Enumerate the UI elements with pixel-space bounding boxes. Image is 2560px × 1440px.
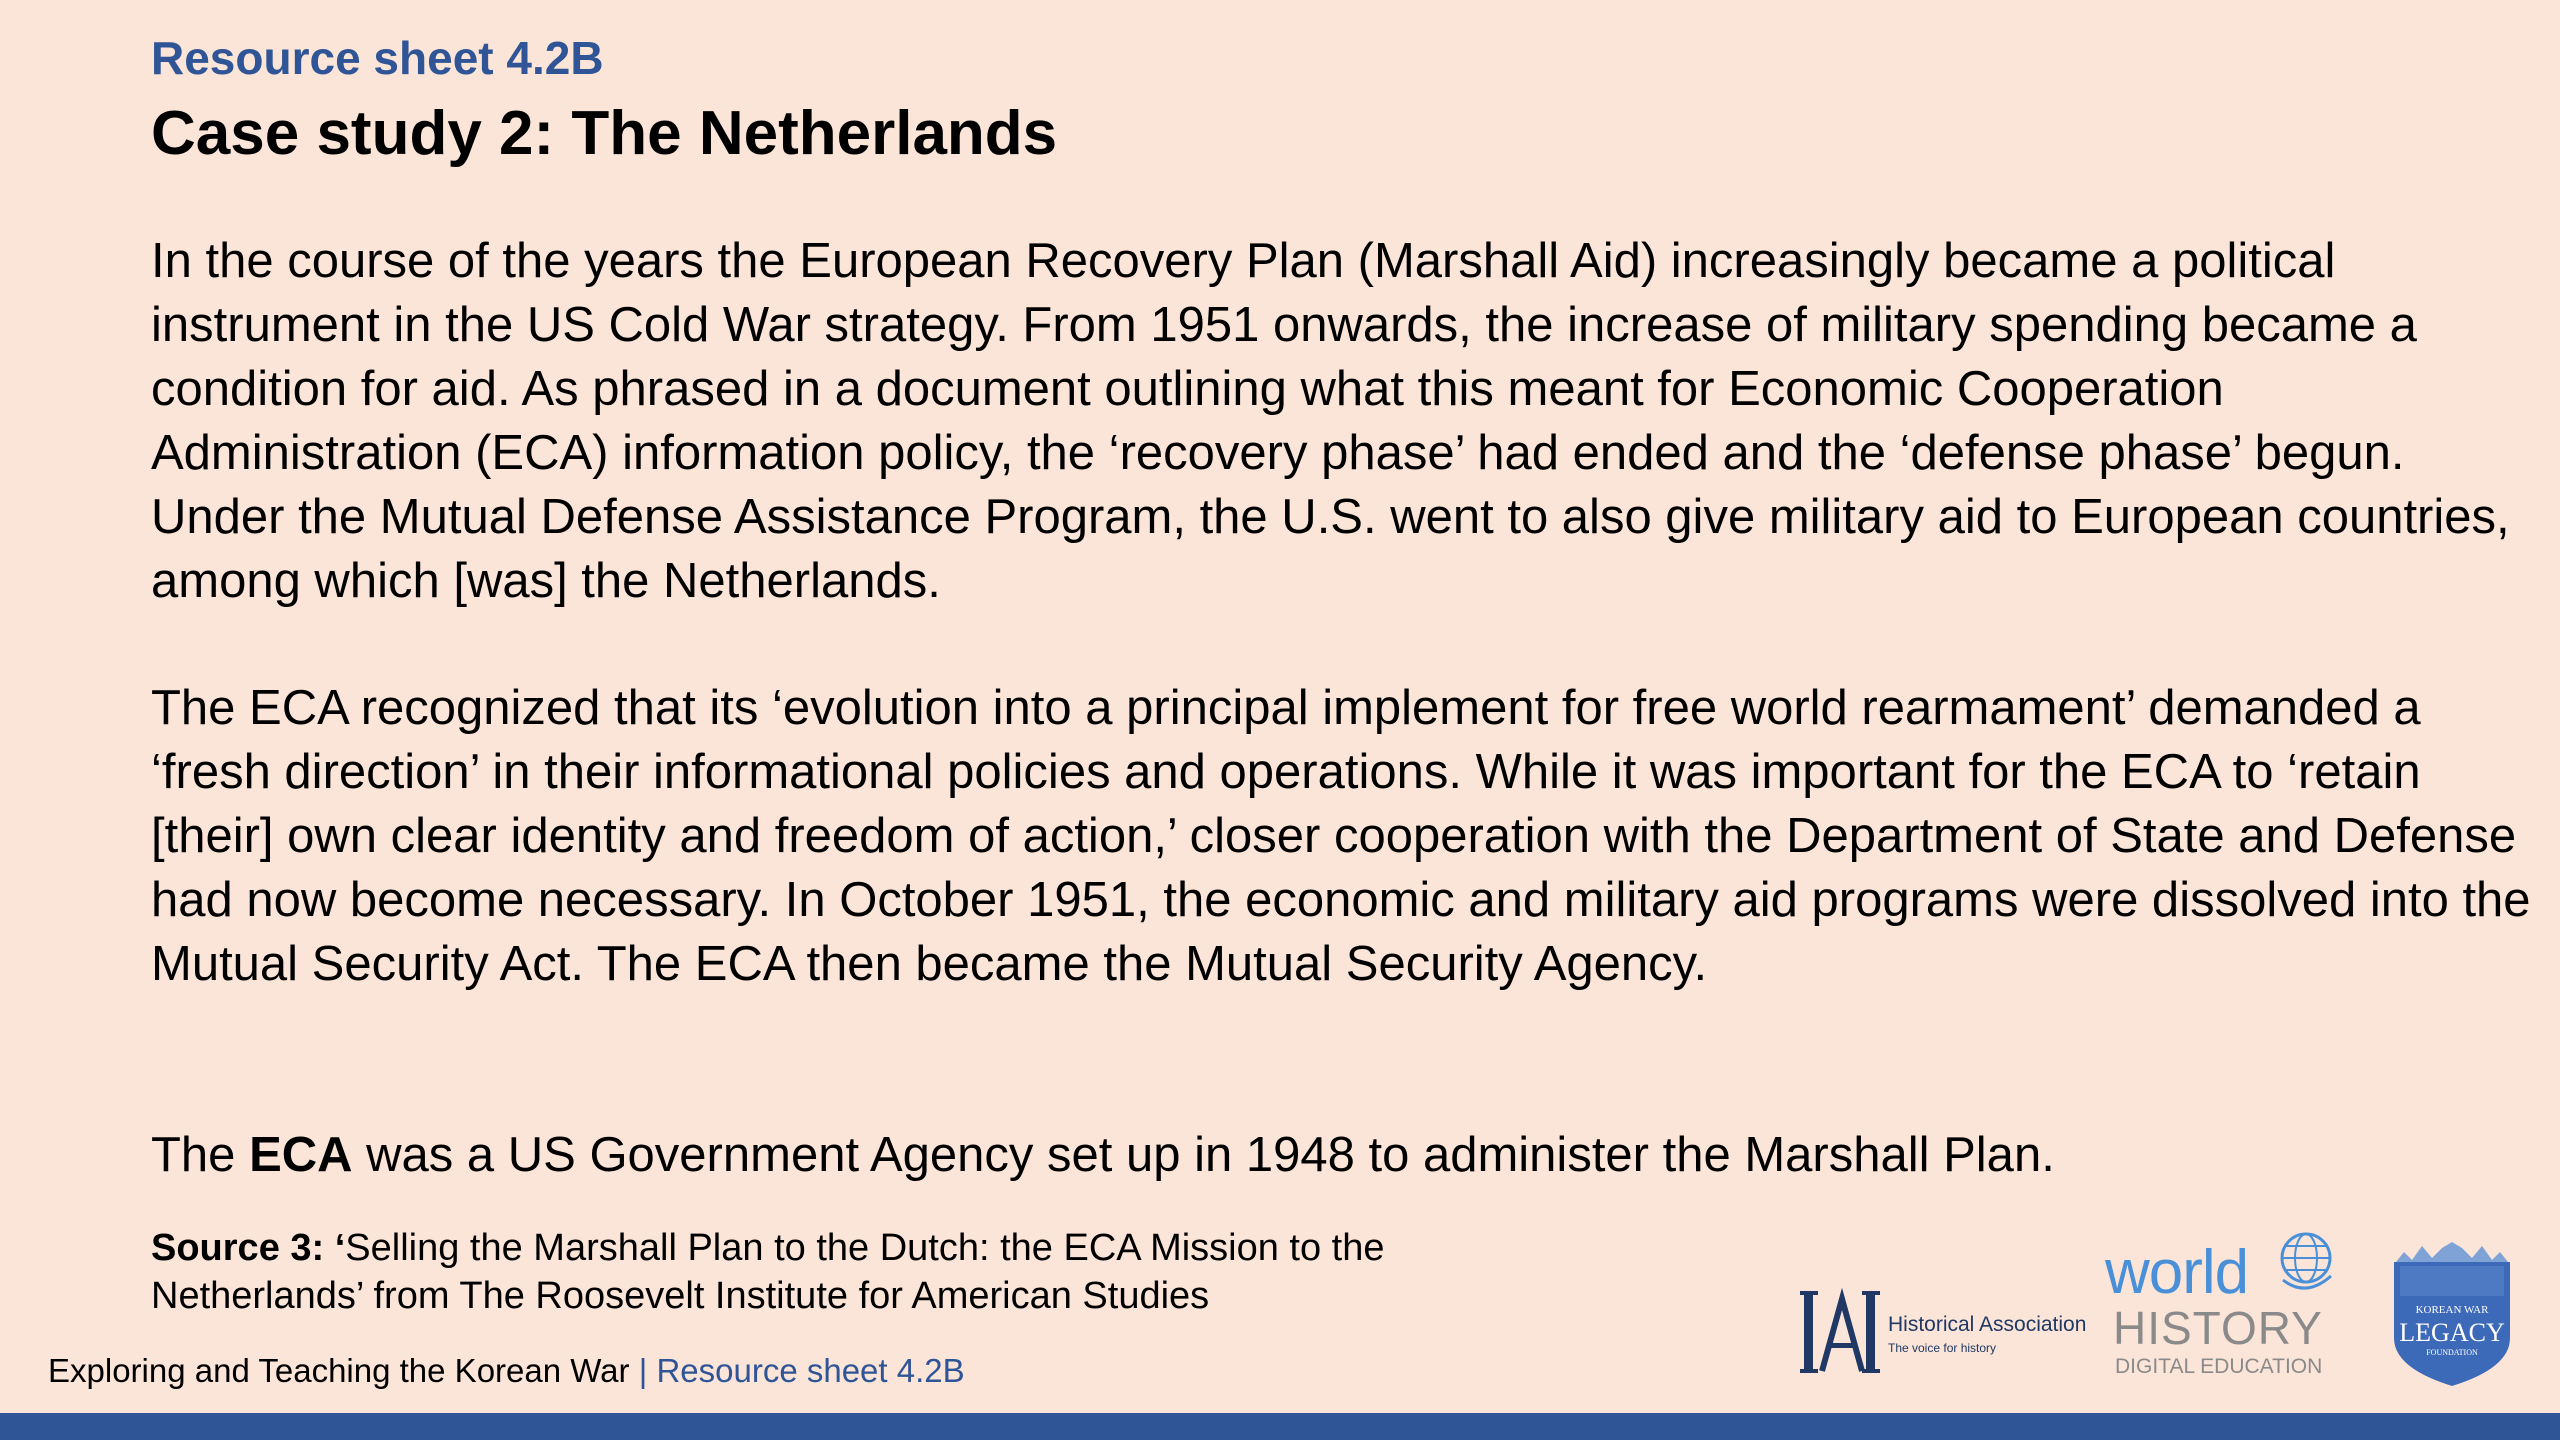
footer-separator: | — [629, 1352, 657, 1389]
ha-tagline: The voice for history — [1888, 1341, 1997, 1355]
bottom-bar — [0, 1413, 2560, 1440]
paragraph-3 — [151, 1123, 2531, 1187]
footer-title: Exploring and Teaching the Korean War — [48, 1352, 630, 1389]
kwl-bottom-text: FOUNDATION — [2426, 1348, 2478, 1357]
ha-emblem-icon — [1800, 1285, 1882, 1381]
paragraph-2: The ECA recognized that its ‘evolution into a principal implement for free world rearmament’ demanded a ‘fresh direction’ in their informational policies and operations. While it was important for the ECA to ‘retain [their] own clear identity and freedom of action,’ closer cooperation with the Department of State and Defense had now become necessary. In October 1951, the economic and military aid programs were dissolved into the Mutual Security Act. The ECA then became the Mutual Security Agency. — [151, 681, 2531, 991]
ha-name: Historical Association — [1888, 1313, 2087, 1336]
world-history-logo — [2105, 1228, 2345, 1386]
resource-sheet-label: Resource sheet 4.2B — [151, 32, 604, 84]
wh-history-text: HISTORY — [2113, 1302, 2323, 1354]
eca-bold: ECA — [249, 1128, 353, 1182]
paragraph-1: In the course of the years the European Recovery Plan (Marshall Aid) increasingly became a political instrument in the US Cold War strategy. From 1951 onwards, the increase of military spending became a condition for aid. As phrased in a document outlining what this meant for Economic Cooperation Administration (ECA) information policy, the ‘recovery phase’ had ended and the ‘defense phase’ begun. Under the Mutual Defense Assistance Program, the U.S. went to also give military aid to European countries, among which [was] the Netherlands. — [151, 234, 2510, 608]
korean-war-legacy-logo — [2390, 1238, 2514, 1386]
page-title: Case study 2: The Netherlands — [151, 99, 1058, 168]
source-citation — [151, 1224, 1591, 1320]
paragraph-3-end: was a US Government Agency set up in 1948 to administer the Marshall Plan. — [352, 1128, 2055, 1182]
kwl-main-text: LEGACY — [2399, 1318, 2505, 1347]
globe-icon — [2273, 1228, 2339, 1294]
historical-association-logo — [1800, 1285, 2087, 1381]
wh-digital-text: DIGITAL EDUCATION — [2115, 1355, 2323, 1378]
wh-world-text: world — [2105, 1238, 2249, 1307]
footer — [48, 1349, 965, 1393]
paragraph-3-start: The — [151, 1128, 250, 1182]
source-label: Source 3: ‘ — [151, 1227, 346, 1269]
source-text: Selling the Marshall Plan to the Dutch: the ECA Mission to the Netherlands’ from The Roosevelt Institute for American Studies — [151, 1227, 1385, 1317]
kwl-top-text: KOREAN WAR — [2415, 1304, 2489, 1316]
footer-sheet: Resource sheet 4.2B — [656, 1352, 965, 1389]
